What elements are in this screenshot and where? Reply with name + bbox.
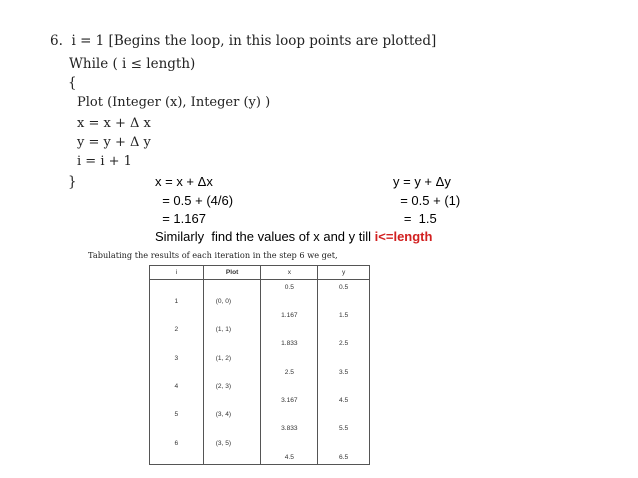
cell-plot (203, 450, 261, 465)
cell-x: 3.833 (261, 422, 318, 436)
cell-plot: (2, 3) (203, 379, 261, 393)
cell-plot (203, 308, 261, 322)
open-brace: { (68, 75, 77, 91)
cell-plot (203, 365, 261, 379)
cell-y (318, 436, 370, 450)
table-row (150, 379, 370, 393)
cell-y (318, 408, 370, 422)
cell-x (261, 436, 318, 450)
table-row (150, 351, 370, 365)
cell-i (150, 422, 204, 436)
cell-x (261, 379, 318, 393)
header-x: x (261, 266, 318, 280)
table-row (150, 422, 370, 436)
cell-i: 5 (150, 408, 204, 422)
loop-condition-highlight: i<=length (374, 229, 433, 244)
table-caption: Tabulating the results of each iteration in the step 6 we get, (88, 250, 338, 260)
cell-y (318, 294, 370, 308)
cell-x: 3.167 (261, 394, 318, 408)
cell-x (261, 408, 318, 422)
table-row (150, 280, 370, 295)
similarly-text: Similarly find the values of x and y till (155, 229, 375, 244)
cell-plot: (3, 5) (203, 436, 261, 450)
cell-y: 2.5 (318, 337, 370, 351)
header-y: y (318, 266, 370, 280)
step-6-heading: 6. i = 1 [Begins the loop, in this loop points are plotted] (50, 33, 437, 49)
table-row (150, 308, 370, 322)
cell-y: 1.5 (318, 308, 370, 322)
cell-x: 4.5 (261, 450, 318, 465)
y-update-statement: y = y + Δ y (77, 135, 151, 150)
y-calc-line-3: = 1.5 (393, 211, 437, 226)
y-calc-line-2: = 0.5 + (1) (393, 193, 461, 208)
table-row (150, 408, 370, 422)
cell-i: 3 (150, 351, 204, 365)
while-condition: While ( i ≤ length) (69, 56, 196, 72)
cell-i: 4 (150, 379, 204, 393)
cell-x: 2.5 (261, 365, 318, 379)
cell-x (261, 323, 318, 337)
x-calc-line-1: x = x + Δx (155, 174, 213, 189)
cell-i: 2 (150, 323, 204, 337)
plot-statement: Plot (Integer (x), Integer (y) ) (77, 95, 271, 110)
cell-y: 4.5 (318, 394, 370, 408)
cell-x (261, 294, 318, 308)
cell-plot (203, 394, 261, 408)
cell-y: 5.5 (318, 422, 370, 436)
cell-plot (203, 337, 261, 351)
i-increment-statement: i = i + 1 (77, 154, 132, 169)
cell-i (150, 308, 204, 322)
cell-x: 1.833 (261, 337, 318, 351)
table-row (150, 323, 370, 337)
cell-i (150, 394, 204, 408)
similarly-sentence (155, 229, 432, 244)
cell-i (150, 450, 204, 465)
header-i: i (150, 266, 204, 280)
cell-y (318, 351, 370, 365)
cell-i: 1 (150, 294, 204, 308)
cell-y: 6.5 (318, 450, 370, 465)
cell-plot: (1, 1) (203, 323, 261, 337)
close-brace: } (68, 174, 77, 190)
cell-plot: (1, 2) (203, 351, 261, 365)
cell-x (261, 351, 318, 365)
cell-i (150, 337, 204, 351)
cell-plot (203, 280, 261, 295)
cell-y (318, 379, 370, 393)
x-calc-line-3: = 1.167 (155, 211, 206, 226)
cell-y: 3.5 (318, 365, 370, 379)
results-table (149, 265, 370, 465)
cell-i (150, 365, 204, 379)
cell-plot (203, 422, 261, 436)
x-calc-line-2: = 0.5 + (4/6) (155, 193, 234, 208)
table-row (150, 365, 370, 379)
cell-plot: (0, 0) (203, 294, 261, 308)
cell-x: 0.5 (261, 280, 318, 295)
cell-y (318, 323, 370, 337)
cell-y: 0.5 (318, 280, 370, 295)
table-row (150, 294, 370, 308)
table-row (150, 436, 370, 450)
cell-plot: (3, 4) (203, 408, 261, 422)
cell-i: 6 (150, 436, 204, 450)
y-calc-line-1: y = y + Δy (393, 174, 451, 189)
table-header-row (150, 266, 370, 280)
table-row (150, 450, 370, 465)
cell-x: 1.167 (261, 308, 318, 322)
x-update-statement: x = x + Δ x (77, 116, 151, 131)
header-plot: Plot (203, 266, 261, 280)
table-row (150, 394, 370, 408)
table-row (150, 337, 370, 351)
cell-i (150, 280, 204, 295)
